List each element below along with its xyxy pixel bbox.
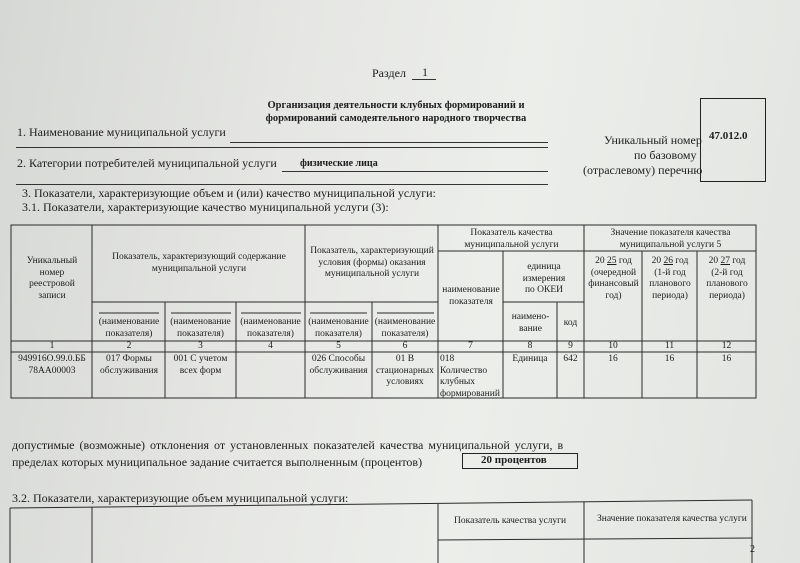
col-number: 11 xyxy=(664,341,675,351)
row-service-methods: 026 Способы обслуживания xyxy=(309,354,368,376)
row-form-of-service: 017 Формы обслуживания xyxy=(100,354,158,376)
header-indicator-name: наименование показателя xyxy=(442,285,500,307)
page-number: 2 xyxy=(750,544,755,555)
row-stationary: 01 В стационарных условиях xyxy=(376,354,434,387)
field2-value: физические лица xyxy=(300,158,378,169)
col-number: 12 xyxy=(721,341,732,351)
service-title: Организация деятельности клубных формирований и формирований самодеятельного народного творчества xyxy=(265,100,527,124)
unique-number-label-2: по базовому xyxy=(634,148,697,162)
header-year-3: 20 27 год (2-й год планового периода) xyxy=(706,256,748,301)
col-number: 6 xyxy=(402,341,408,351)
section3-subheading: 3.1. Показатели, характеризующие качество муниципальной услуги (3): xyxy=(22,200,389,214)
field2-label: 2. Категории потребителей муниципальной услуги xyxy=(17,156,277,170)
unique-number-value: 47.012.0 xyxy=(709,130,748,142)
header-param-2: (наименование показателя) xyxy=(98,317,160,339)
unique-number-label-3: (отраслевому) перечню xyxy=(583,163,703,177)
row-unit-name: Единица xyxy=(512,354,548,364)
header-quality-indicator: Показатель качества муниципальной услуги xyxy=(464,228,559,250)
row-value-year-3: 16 xyxy=(721,354,732,364)
header-quality-value: Значение показателя качества муниципальной услуги 5 xyxy=(610,228,731,250)
header-unique-number: Уникальный номер реестровой записи xyxy=(26,256,78,301)
col-number: 3 xyxy=(198,341,203,351)
section-label: Раздел xyxy=(372,66,406,80)
col-number: 2 xyxy=(126,341,132,351)
header-unit-code: код xyxy=(563,318,578,328)
header-unit-okei: единица измерения по ОКЕИ xyxy=(522,262,566,295)
row-unit-code: 642 xyxy=(563,354,578,364)
col-number: 9 xyxy=(568,341,573,351)
section32-col-value: Значение показателя качества услуги xyxy=(597,514,747,524)
header-year-2: 20 26 год (1-й год планового периода) xyxy=(649,256,691,301)
field1-label: 1. Наименование муниципальной услуги xyxy=(17,125,226,139)
header-content-indicator: Показатель, характеризующий содержание муниципальной услуги xyxy=(112,252,286,274)
section32-heading: 3.2. Показатели, характеризующие объем муниципальной услуги: xyxy=(12,491,349,505)
row-value-year-2: 16 xyxy=(664,354,675,364)
col-number: 7 xyxy=(468,341,473,351)
deviation-value: 20 процентов xyxy=(481,454,547,466)
row-unique-number: 949916О.99.0.ББ 78АА00003 xyxy=(18,354,86,376)
deviation-line-1: допустимые (возможные) отклонения от установленных показателей качества муниципальной услуги, в xyxy=(12,438,564,452)
header-param-4: (наименование показателя) xyxy=(240,317,301,339)
col-number: 10 xyxy=(608,341,618,351)
row-value-year-1: 16 xyxy=(608,354,618,364)
header-unit-name: наимено- вание xyxy=(511,312,550,334)
section3-heading: 3. Показатели, характеризующие объем и (или) качество муниципальной услуги: xyxy=(22,186,436,200)
row-all-forms: 001 С учетом всех форм xyxy=(173,354,228,376)
header-param-5: (наименование показателя) xyxy=(308,317,369,339)
unique-number-label-1: Уникальный номер xyxy=(604,133,702,147)
col-number: 1 xyxy=(49,341,55,351)
header-param-3: (наименование показателя) xyxy=(170,317,231,339)
header-param-6: (наименование показателя) xyxy=(374,317,436,339)
col-number: 4 xyxy=(268,341,273,351)
header-year-1: 20 25 год (очередной финансовый год) xyxy=(588,256,639,301)
col-number: 8 xyxy=(527,341,533,351)
deviation-line-2: пределах которых муниципальное задание считается выполненным (процентов) xyxy=(12,455,423,469)
row-indicator-name: 018 Количество клубных формирований xyxy=(440,354,500,399)
header-conditions-indicator: Показатель, характеризующий условия (формы) оказания муниципальной услуги xyxy=(310,246,434,279)
col-number: 5 xyxy=(336,341,341,351)
section-number: 1 xyxy=(422,65,428,79)
section32-col-quality: Показатель качества услуги xyxy=(454,516,567,526)
